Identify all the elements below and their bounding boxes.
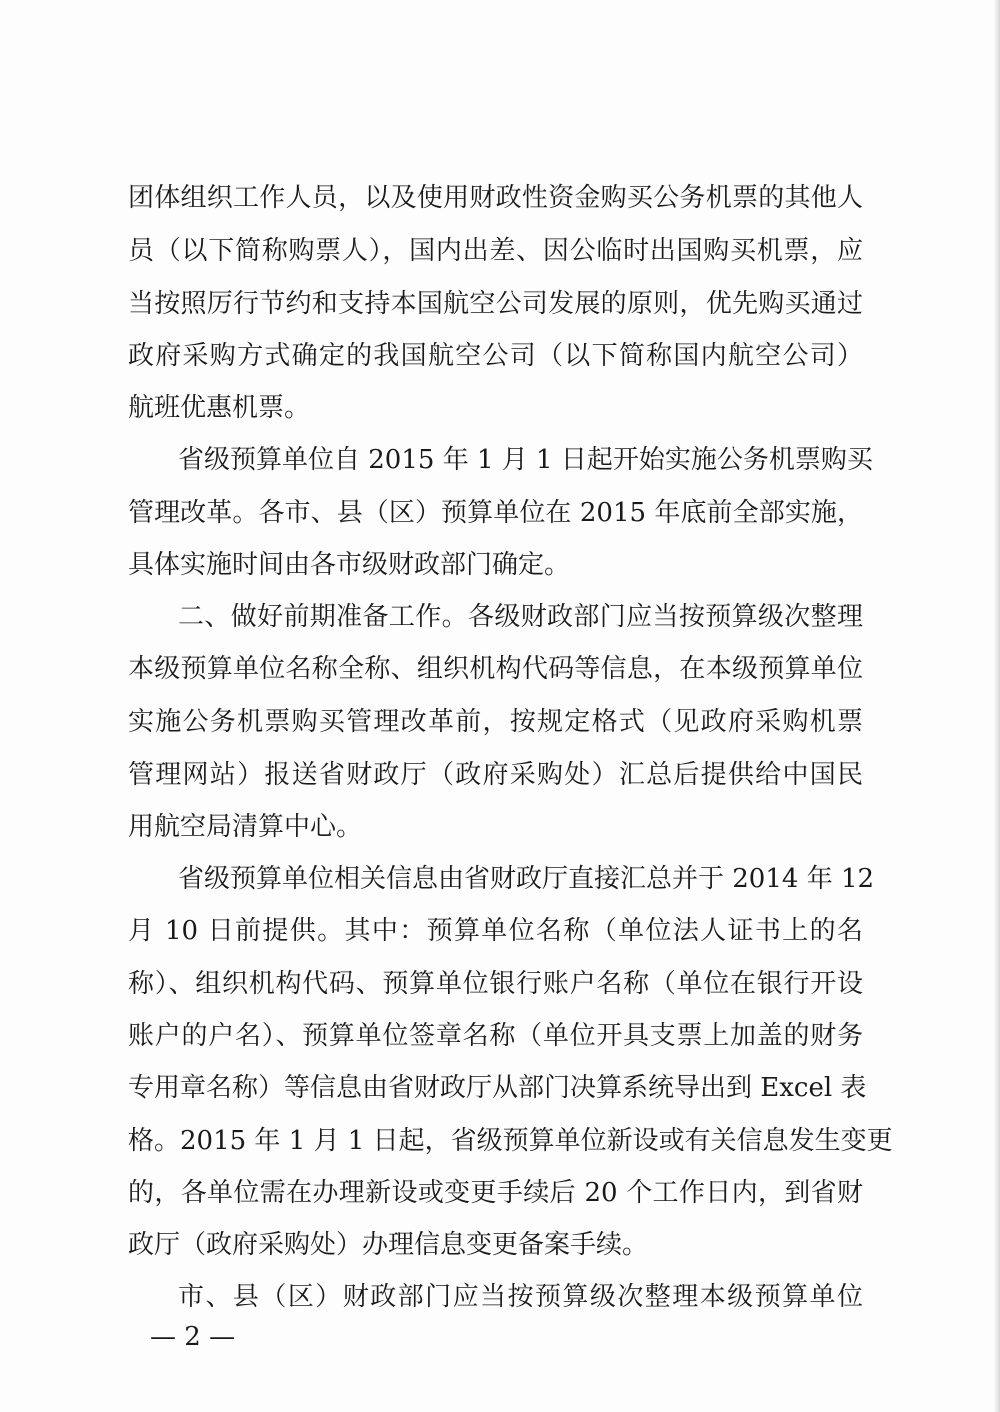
paragraph-line: 政府采购方式确定的我国航空公司（以下简称国内航空公司） xyxy=(128,341,863,371)
scan-edge-shadow xyxy=(994,0,1000,1412)
paragraph-line: 团体组织工作人员，以及使用财政性资金购买公务机票的其他人 xyxy=(128,183,863,213)
page-number: — 2 — xyxy=(150,1322,236,1352)
paragraph-line: 的，各单位需在办理新设或变更手续后 20 个工作日内，到省财 xyxy=(128,1178,863,1208)
paragraph-line: 当按照厉行节约和支持本国航空公司发展的原则，优先购买通过 xyxy=(128,289,863,319)
paragraph-line: 市、县（区）财政部门应当按预算级次整理本级预算单位 xyxy=(178,1282,863,1312)
paragraph-line: 管理网站）报送省财政厅（政府采购处）汇总后提供给中国民 xyxy=(128,760,863,790)
paragraph-line: 用航空局清算中心。 xyxy=(128,812,363,842)
paragraph-line: 实施公务机票购买管理改革前，按规定格式（见政府采购机票 xyxy=(128,707,863,737)
paragraph-line: 本级预算单位名称全称、组织机构代码等信息，在本级预算单位 xyxy=(128,654,863,684)
paragraph-line: 省级预算单位自 2015 年 1 月 1 日起开始实施公务机票购买 xyxy=(178,445,873,475)
paragraph-line: 具体实施时间由各市级财政部门确定。 xyxy=(128,550,571,580)
paragraph-line: 称）、组织机构代码、预算单位银行账户名称（单位在银行开设 xyxy=(128,969,863,999)
paragraph-line: 专用章名称）等信息由省财政厅从部门决算系统导出到 Excel 表 xyxy=(128,1073,867,1103)
paragraph-line: 二、做好前期准备工作。各级财政部门应当按预算级次整理 xyxy=(178,602,863,632)
paragraph-line: 政厅（政府采购处）办理信息变更备案手续。 xyxy=(128,1230,649,1260)
paragraph-line: 管理改革。各市、县（区）预算单位在 2015 年底前全部实施， xyxy=(128,498,863,528)
paragraph-line: 员（以下简称购票人），国内出差、因公临时出国购买机票，应 xyxy=(128,236,863,266)
paragraph-line: 月 10 日前提供。其中：预算单位名称（单位法人证书上的名 xyxy=(128,916,863,946)
paragraph-line: 航班优惠机票。 xyxy=(128,393,311,423)
paragraph-line: 省级预算单位相关信息由省财政厅直接汇总并于 2014 年 12 xyxy=(178,864,875,894)
paragraph-line: 格。2015 年 1 月 1 日起，省级预算单位新设或有关信息发生变更 xyxy=(128,1126,893,1156)
paragraph-line: 账户的户名）、预算单位签章名称（单位开具支票上加盖的财务 xyxy=(128,1021,863,1051)
